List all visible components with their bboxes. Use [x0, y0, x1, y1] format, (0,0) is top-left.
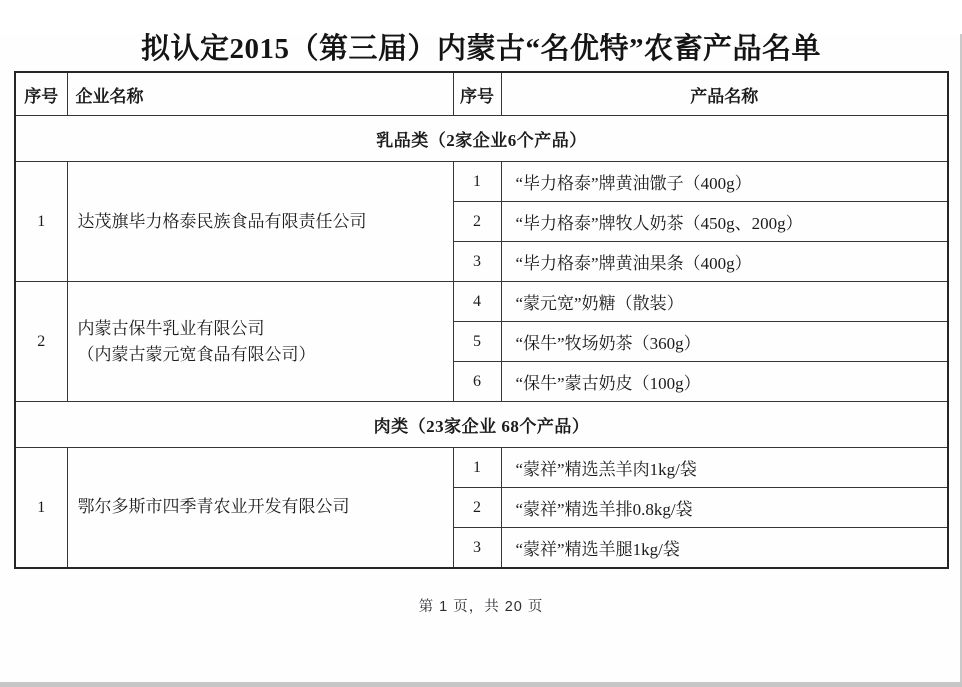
section-row-dairy — [15, 116, 948, 162]
company-name-line: （内蒙古蒙元宽食品有限公司） — [77, 344, 316, 364]
page-title: 拟认定2015（第三届）内蒙古“名优特”农畜产品名单 — [140, 33, 821, 65]
company-name — [67, 282, 453, 402]
product-serial: 4 — [453, 282, 501, 322]
document-page — [0, 34, 962, 687]
product-serial: 2 — [453, 488, 501, 528]
page-number: 第 1 页，共 20 页 — [418, 598, 544, 615]
company-name-line: 鄂尔多斯市四季青农业开发有限公司 — [77, 497, 350, 517]
table-header-row — [15, 72, 948, 116]
company-serial: 2 — [15, 282, 67, 402]
product-name: “保牛”蒙古奶皮（100g） — [501, 362, 948, 402]
company-name — [67, 448, 453, 568]
header-product-name: 产品名称 — [501, 72, 948, 116]
product-serial: 1 — [453, 162, 501, 202]
product-name: “毕力格泰”牌黄油果条（400g） — [501, 242, 948, 282]
product-serial: 6 — [453, 362, 501, 402]
product-serial: 2 — [453, 202, 501, 242]
product-name: “蒙祥”精选羊排0.8kg/袋 — [501, 488, 948, 528]
company-serial: 1 — [15, 162, 67, 282]
scan-edge-bottom — [0, 682, 962, 687]
table-row — [15, 282, 948, 322]
product-name: “蒙祥”精选羔羊肉1kg/袋 — [501, 448, 948, 488]
company-name — [67, 162, 453, 282]
product-name: “蒙元宽”奶糖（散装） — [501, 282, 948, 322]
header-company-name: 企业名称 — [67, 72, 453, 116]
table-row — [15, 448, 948, 488]
product-name: “蒙祥”精选羊腿1kg/袋 — [501, 528, 948, 568]
product-serial: 3 — [453, 242, 501, 282]
section-row-meat — [15, 402, 948, 448]
product-serial: 3 — [453, 528, 501, 568]
header-serial-left: 序号 — [15, 72, 67, 116]
company-name-line: 达茂旗毕力格泰民族食品有限责任公司 — [77, 211, 367, 231]
product-name: “毕力格泰”牌黄油馓子（400g） — [501, 162, 948, 202]
product-list-table — [14, 71, 949, 569]
product-name: “毕力格泰”牌牧人奶茶（450g、200g） — [501, 202, 948, 242]
section-label-dairy: 乳品类（2家企业6个产品） — [15, 116, 948, 162]
table-row — [15, 162, 948, 202]
company-serial: 1 — [15, 448, 67, 568]
section-label-meat: 肉类（23家企业 68个产品） — [15, 402, 948, 448]
header-serial-right: 序号 — [453, 72, 501, 116]
product-serial: 1 — [453, 448, 501, 488]
product-name: “保牛”牧场奶茶（360g） — [501, 322, 948, 362]
product-serial: 5 — [453, 322, 501, 362]
company-name-line: 内蒙古保牛乳业有限公司 — [77, 318, 265, 338]
